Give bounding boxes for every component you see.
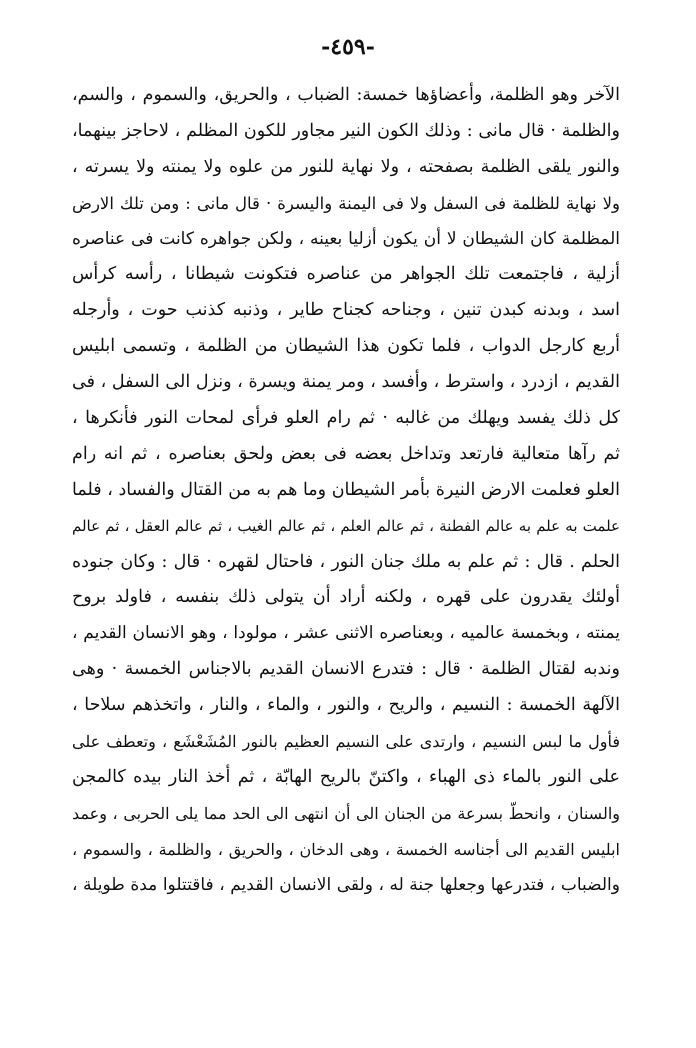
text-line: القديم ، ازدرد ، واسترط ، وأفسد ، ومر يمنة ويسرة ، ونزل الى السفل ، فى [72,372,620,393]
text-line: علمت به علم به عالم الفطنة ، ثم عالم العلم ، ثم عالم الغيب ، ثم عالم العقل ، ثم عالم [72,516,620,535]
text-line: والضباب ، فتدرعها وجعلها جنة له ، ولقى الانسان القديم ، فاقتتلوا مدة طويلة ، [72,874,620,895]
text-line: أزلية ، فاجتمعت تلك الجواهر من عناصره فتكونت شيطانا ، رأسه كرأس [72,264,620,285]
text-line: أولئك يقدرون على قهره ، ولكنه أراد أن يتولى ذلك بنفسه ، فاولد بروح [72,587,620,608]
text-line: كل ذلك يفسد ويهلك من غالبه · ثم رام العلو فرأى لمحات النور فأنكرها ، [72,408,620,429]
text-line: المظلمة كان الشيطان لا أن يكون أزليا بعينه ، ولكن جواهره كانت فى عناصره [72,228,620,249]
text-line: والسنان ، وانحطّ بسرعة من الجنان الى أن انتهى الى الحد مما يلى الحربى ، وعمد [72,803,620,823]
text-line: الحلم . قال : ثم علم به ملك جنان النور ، فاحتال لقهره · قال : وكان جنوده [72,551,620,572]
text-line: على النور بالماء ذى الهباء ، واكتنّ بالريح الهابّة ، ثم أخذ النار بيده كالمجن [72,766,620,787]
text-line: وندبه لقتال الظلمة · قال : فتدرع الانسان القديم بالاجناس الخمسة · وهى [72,659,620,680]
text-line: والنور يلقى الظلمة بصفحته ، ولا نهاية للنور من علوه ولا يمنته ولا يسرته ، [72,156,620,177]
text-line: ابليس القديم الى أجناسه الخمسة ، وهى الدخان ، والحريق ، والظلمة ، والسموم ، [72,839,620,859]
text-line: ولا نهاية للظلمة فى السفل ولا فى اليمنة واليسرة · قال مانى : ومن تلك الارض [72,193,620,213]
text-line: يمنته ، وبخمسة عالميه ، وبعناصره الاثنى عشر ، مولودا ، وهو الانسان القديم ، [72,623,620,644]
text-line: الآخر وهو الظلمة، وأعضاؤها خمسة: الضباب ، والحريق، والسموم ، والسم، [72,85,620,105]
page-number: -٤٥٩- [321,34,375,60]
text-line: ثم رآها متعالية فارتعد وتداخل بعضه فى بعض ولحق بعناصره ، ثم انه رام [72,443,620,464]
text-line: فأول ما لبس النسيم ، وارتدى على النسيم العظيم بالنور المُشَعْشَع ، وتعطف على [72,732,620,752]
text-line: اسد ، وبدنه كبدن تنين ، وجناحه كجناح طاير ، وذنبه كذنب حوت ، وأرجله [72,300,620,321]
text-line: العلو فعلمت الارض النيرة بأمر الشيطان وما هم به من القتال والفساد ، فلما [72,479,620,500]
text-line: والظلمة · قال مانى : وذلك الكون النير مجاور للكون المظلم ، لاحاجز بينهما، [72,120,620,141]
text-line: الآلهة الخمسة : النسيم ، والريح ، والنور ، والماء ، والنار ، واتخذهم سلاحا ، [72,695,620,716]
text-line: أربع كارجل الدواب ، فلما تكون هذا الشيطان من الظلمة ، وتسمى ابليس [72,336,620,357]
body-text [72,78,620,903]
